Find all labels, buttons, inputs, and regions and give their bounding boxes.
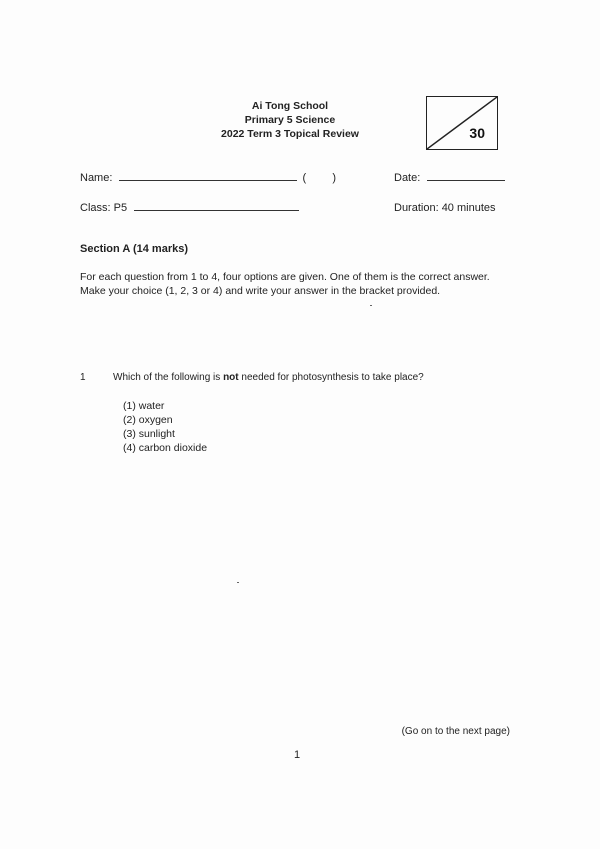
date-label: Date: <box>394 172 421 184</box>
class-field[interactable] <box>134 209 299 211</box>
score-box <box>426 96 498 150</box>
instructions-line-2: Make your choice (1, 2, 3 or 4) and write your answer in the bracket provided. <box>80 285 441 297</box>
section-title: Section A (14 marks) <box>80 243 189 255</box>
class-label: Class: P5 <box>80 202 128 214</box>
school-name: Ai Tong School <box>251 100 329 112</box>
date-row <box>394 172 505 184</box>
scan-speck <box>237 582 239 583</box>
score-divider <box>427 97 497 149</box>
name-label: Name: <box>80 172 113 184</box>
subject-title: Primary 5 Science <box>244 114 336 126</box>
duration-text: Duration: 40 minutes <box>394 202 496 214</box>
instructions <box>80 270 520 298</box>
option-1: (1) water <box>123 400 165 412</box>
option-2: (2) oxygen <box>123 414 173 426</box>
index-open: ( <box>302 172 307 184</box>
name-row <box>80 172 336 184</box>
header <box>200 99 380 141</box>
question-1-options <box>123 399 207 455</box>
question-text-after: needed for photosynthesis to take place? <box>238 372 424 383</box>
question-text <box>113 372 424 383</box>
instructions-line-1: For each question from 1 to 4, four options are given. One of them is the correct answer. <box>80 271 490 283</box>
exam-title: 2022 Term 3 Topical Review <box>221 128 359 140</box>
scan-speck <box>370 305 372 306</box>
name-field[interactable] <box>119 179 297 181</box>
go-on-note: (Go on to the next page) <box>401 726 510 737</box>
question-text-before: Which of the following is <box>113 372 224 383</box>
question-text-emphasis: not <box>223 372 239 383</box>
class-row <box>80 202 299 214</box>
duration-row <box>394 202 496 214</box>
option-4: (4) carbon dioxide <box>123 442 208 454</box>
question-number: 1 <box>80 372 86 383</box>
index-close: ) <box>332 172 336 184</box>
option-3: (3) sunlight <box>123 428 175 440</box>
date-field[interactable] <box>427 179 505 181</box>
score-total: 30 <box>469 125 485 141</box>
page-number: 1 <box>294 749 301 761</box>
